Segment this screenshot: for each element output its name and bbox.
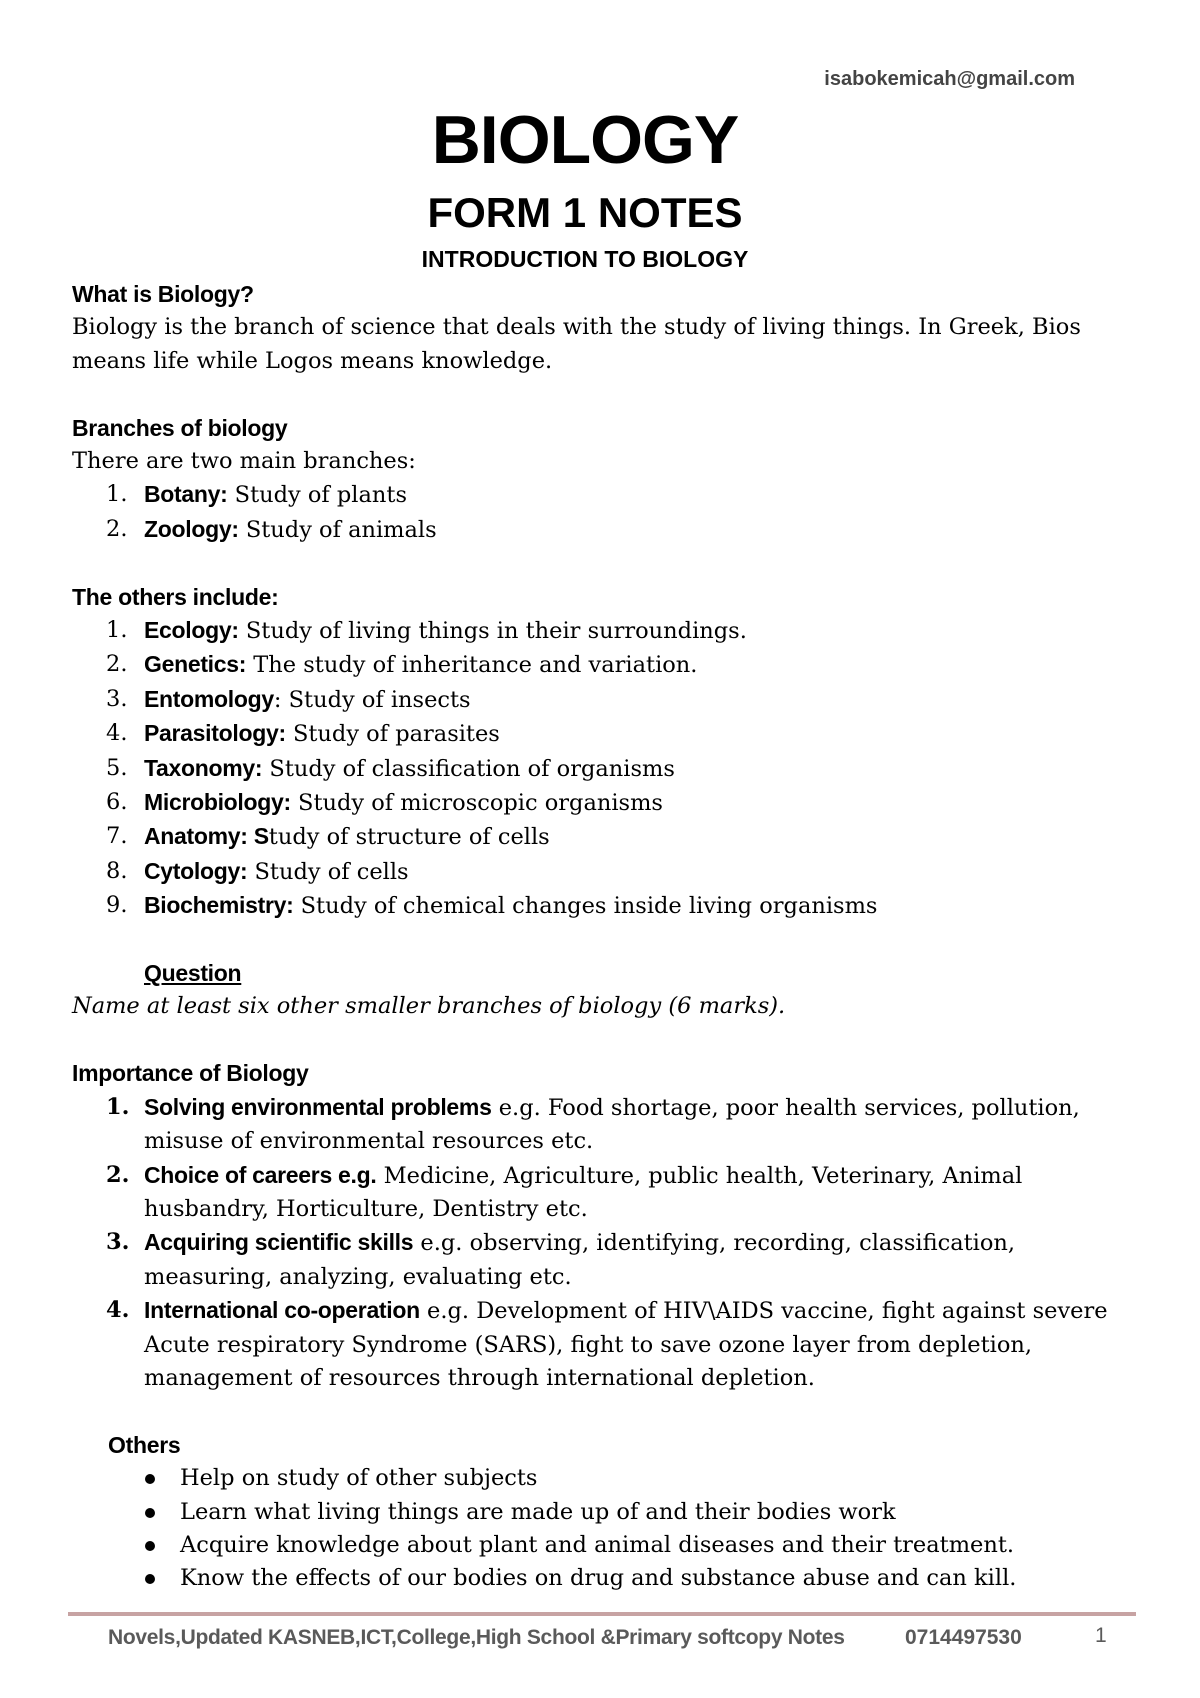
- branches-intro: There are two main branches:: [72, 448, 416, 475]
- bullet-icon: [145, 1574, 155, 1584]
- page-subtitle: FORM 1 NOTES: [427, 189, 743, 236]
- other-branches-list: [72, 614, 1132, 924]
- bullet-icon: [145, 1474, 155, 1484]
- list-item: 5. Taxonomy: Study of classification of organisms: [106, 754, 675, 782]
- bullet-icon: [145, 1508, 155, 1518]
- list-item: 2. Genetics: The study of inheritance and variation.: [106, 651, 698, 679]
- topic-title: INTRODUCTION TO BIOLOGY: [421, 246, 749, 272]
- importance-list: [72, 1091, 1132, 1396]
- list-item: 3. Entomology: Study of insects: [106, 685, 471, 713]
- list-item: 9. Biochemistry: Study of chemical changes inside living organisms: [106, 892, 878, 920]
- document-body: [72, 278, 1132, 1596]
- list-item: 3. Acquiring scientific skills e.g. observing, identifying, recording, classification, measuring, analyzing, evaluating etc.: [106, 1229, 1016, 1290]
- list-item: 2. Zoology: Study of animals: [106, 515, 437, 543]
- list-item: 2. Choice of careers e.g. Medicine, Agriculture, public health, Veterinary, Animal husbandry, Horticulture, Dentistry etc.: [106, 1161, 1023, 1222]
- question-text: Name at least six other smaller branches of biology (6 marks).: [72, 993, 786, 1020]
- list-item: 1. Ecology: Study of living things in their surroundings.: [106, 617, 747, 645]
- others-include-heading: The others include:: [72, 583, 279, 610]
- list-item: Learn what living things are made up of and their bodies work: [72, 1496, 1132, 1529]
- list-item: 1. Solving environmental problems e.g. Food shortage, poor health services, pollution, misuse of environmental resources etc.: [106, 1093, 1080, 1155]
- branches-heading: Branches of biology: [72, 414, 288, 441]
- list-item: Help on study of other subjects: [72, 1462, 1132, 1495]
- list-item: 4. International co-operation e.g. Development of HIV\AIDS vaccine, fight against severe Acute respiratory Syndrome (SARS), fight to save ozone layer from depletion, management of resources through international depletion.: [106, 1297, 1108, 1391]
- footer-text: Novels,Updated KASNEB,ICT,College,High School &Primary softcopy Notes: [108, 1626, 845, 1649]
- list-item: Know the effects of our bodies on drug and substance abuse and can kill.: [72, 1562, 1132, 1595]
- footer-phone: 0714497530: [905, 1626, 1022, 1649]
- page-title: BIOLOGY: [431, 102, 739, 178]
- question-heading: Question: [144, 960, 242, 987]
- list-item: 8. Cytology: Study of cells: [106, 857, 409, 885]
- others-heading: Others: [108, 1431, 181, 1458]
- list-item: 7. Anatomy: Study of structure of cells: [106, 823, 550, 851]
- bullet-icon: [145, 1541, 155, 1551]
- list-item: 1. Botany: Study of plants: [106, 481, 407, 509]
- what-is-text: Biology is the branch of science that deals with the study of living things. In Greek, Bios means life while Logos means knowledge.: [72, 314, 1081, 374]
- others-bullet-list: [72, 1462, 1132, 1596]
- footer-divider: [68, 1612, 1136, 1616]
- email-address: isabokemicah@gmail.com: [824, 68, 1075, 90]
- list-item: 6. Microbiology: Study of microscopic organisms: [106, 789, 663, 817]
- list-item: 4. Parasitology: Study of parasites: [106, 720, 500, 748]
- what-is-heading: What is Biology?: [72, 281, 254, 307]
- list-item: Acquire knowledge about plant and animal diseases and their treatment.: [72, 1529, 1132, 1562]
- importance-heading: Importance of Biology: [72, 1060, 309, 1087]
- main-branches-list: [72, 478, 1132, 547]
- page-number: 1: [1095, 1624, 1107, 1647]
